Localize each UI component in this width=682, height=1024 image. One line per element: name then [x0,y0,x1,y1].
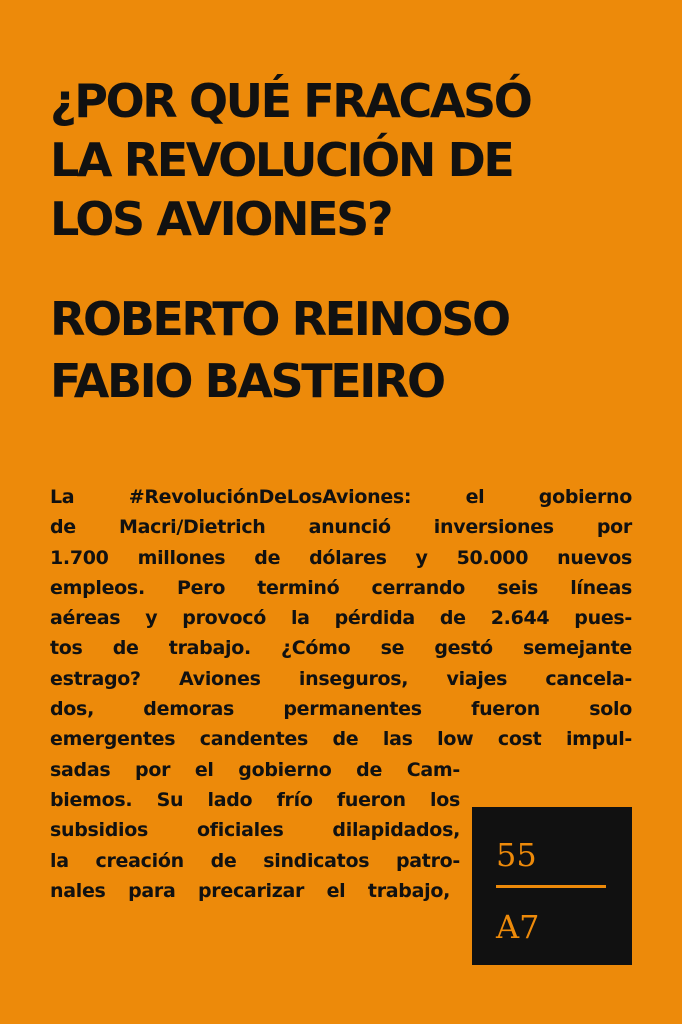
blurb-line: La #RevoluciónDeLosAviones: el gobierno [50,486,632,508]
blurb-line: aéreas y provocó la pérdida de 2.644 pues- [50,607,632,630]
blurb-line: la creación de sindicatos patro- [50,849,460,872]
blurb-line: estrago? Aviones inseguros, viajes cancela- [50,667,632,690]
blurb-line: dos, demoras permanentes fueron solo [50,698,632,721]
blurb-line: empleos. Pero terminó cerrando seis líneas [50,576,632,599]
blurb-line: de Macri/Dietrich anunció inversiones por [50,516,632,539]
blurb-line: nales para precarizar el trabajo, [50,879,450,902]
blurb-line: 1.700 millones de dólares y 50.000 nuevos [50,546,632,569]
author-name: FABIO BASTEIRO [50,354,444,408]
authors [50,288,509,412]
title-line: ¿POR QUÉ FRACASÓ [50,74,531,128]
title-line: LA REVOLUCIÓN DE [50,133,513,187]
series-code: A7 [496,908,540,946]
title-line: LOS AVIONES? [50,192,392,246]
blurb-line: biemos. Su lado frío fueron los [50,788,460,811]
series-number: 55 [496,836,537,874]
blurb-line: subsidios oficiales dilapidados, [50,819,460,842]
blurb-line: emergentes candentes de las low cost impul- [50,728,632,751]
blurb-line: sadas por el gobierno de Cam- [50,758,460,781]
book-title [50,72,530,249]
author-name: ROBERTO REINOSO [50,292,509,346]
series-badge [472,807,632,965]
badge-divider [496,885,606,888]
blurb-line: tos de trabajo. ¿Cómo se gestó semejante [50,637,632,660]
